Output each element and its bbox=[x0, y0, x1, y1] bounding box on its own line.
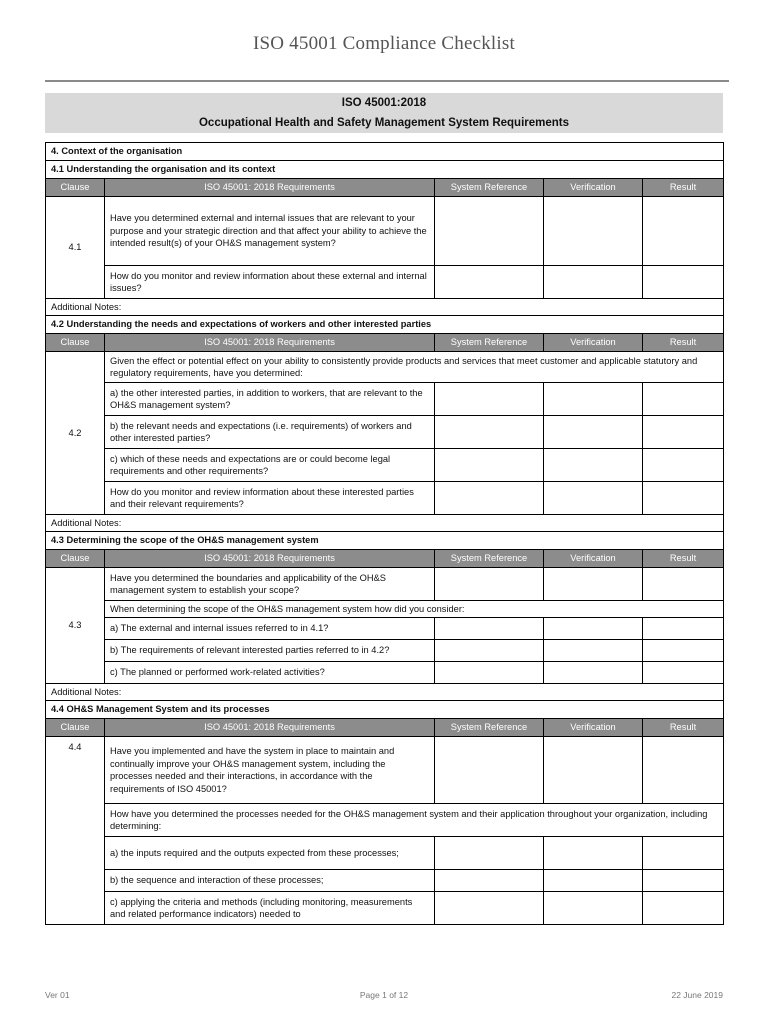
table-row bbox=[46, 662, 724, 684]
verification-cell[interactable] bbox=[544, 662, 643, 684]
table-row bbox=[46, 383, 724, 416]
table-row bbox=[46, 482, 724, 515]
table-row bbox=[46, 892, 724, 925]
col-result: Result bbox=[643, 550, 724, 568]
col-requirements: ISO 45001: 2018 Requirements bbox=[105, 719, 435, 737]
col-system-reference: System Reference bbox=[435, 719, 544, 737]
column-header-row bbox=[46, 334, 724, 352]
requirement-text: c) The planned or performed work-related activities? bbox=[105, 662, 435, 684]
requirement-text: c) which of these needs and expectations are or could become legal requirements and other requirements? bbox=[105, 449, 435, 482]
banner-subtitle: Occupational Health and Safety Management System Requirements bbox=[198, 117, 570, 129]
result-cell[interactable] bbox=[643, 870, 724, 892]
col-system-reference: System Reference bbox=[435, 179, 544, 197]
result-cell[interactable] bbox=[643, 383, 724, 416]
section-heading-4-2: 4.2 Understanding the needs and expectations of workers and other interested parties bbox=[46, 316, 724, 334]
table-row bbox=[46, 870, 724, 892]
requirement-intro: Given the effect or potential effect on your ability to consistently provide products and services that meet customer and applicable statutory and regulatory requirements, have you determined: bbox=[105, 352, 724, 383]
verification-cell[interactable] bbox=[544, 449, 643, 482]
checklist-table bbox=[45, 142, 724, 925]
requirement-intro: When determining the scope of the OH&S management system how did you consider: bbox=[105, 601, 724, 618]
clause-number: 4.4 bbox=[46, 737, 105, 925]
col-requirements: ISO 45001: 2018 Requirements bbox=[105, 179, 435, 197]
result-cell[interactable] bbox=[643, 197, 724, 266]
col-result: Result bbox=[643, 179, 724, 197]
result-cell[interactable] bbox=[643, 568, 724, 601]
section-heading: 4. Context of the organisation bbox=[46, 143, 724, 161]
system-reference-cell[interactable] bbox=[435, 837, 544, 870]
result-cell[interactable] bbox=[643, 892, 724, 925]
requirement-text: b) the sequence and interaction of these processes; bbox=[105, 870, 435, 892]
system-reference-cell[interactable] bbox=[435, 737, 544, 804]
requirement-text: How do you monitor and review information about these interested parties and their relevant requirements? bbox=[105, 482, 435, 515]
table-row bbox=[46, 837, 724, 870]
document-title: ISO 45001 Compliance Checklist bbox=[253, 33, 515, 54]
section-heading-4-4: 4.4 OH&S Management System and its processes bbox=[46, 701, 724, 719]
requirement-intro: How have you determined the processes needed for the OH&S management system and their application throughout your organization, including determining: bbox=[105, 804, 724, 837]
result-cell[interactable] bbox=[643, 662, 724, 684]
verification-cell[interactable] bbox=[544, 416, 643, 449]
table-row bbox=[46, 416, 724, 449]
table-row bbox=[46, 266, 724, 299]
verification-cell[interactable] bbox=[544, 482, 643, 515]
table-row bbox=[46, 352, 724, 383]
col-clause: Clause bbox=[46, 719, 105, 737]
result-cell[interactable] bbox=[643, 482, 724, 515]
col-verification: Verification bbox=[544, 550, 643, 568]
system-reference-cell[interactable] bbox=[435, 892, 544, 925]
table-row bbox=[46, 804, 724, 837]
col-clause: Clause bbox=[46, 550, 105, 568]
system-reference-cell[interactable] bbox=[435, 416, 544, 449]
col-requirements: ISO 45001: 2018 Requirements bbox=[105, 550, 435, 568]
verification-cell[interactable] bbox=[544, 197, 643, 266]
system-reference-cell[interactable] bbox=[435, 618, 544, 640]
system-reference-cell[interactable] bbox=[435, 568, 544, 601]
column-header-row bbox=[46, 719, 724, 737]
column-header-row bbox=[46, 179, 724, 197]
system-reference-cell[interactable] bbox=[435, 197, 544, 266]
requirement-text: b) the relevant needs and expectations (i.e. requirements) of workers and other interested parties? bbox=[105, 416, 435, 449]
requirement-text: a) The external and internal issues referred to in 4.1? bbox=[105, 618, 435, 640]
col-result: Result bbox=[643, 719, 724, 737]
additional-notes[interactable]: Additional Notes: bbox=[46, 515, 724, 532]
table-row bbox=[46, 568, 724, 601]
system-reference-cell[interactable] bbox=[435, 266, 544, 299]
verification-cell[interactable] bbox=[544, 837, 643, 870]
verification-cell[interactable] bbox=[544, 618, 643, 640]
col-result: Result bbox=[643, 334, 724, 352]
requirement-text: a) the inputs required and the outputs expected from these processes; bbox=[105, 837, 435, 870]
footer-version: Ver 01 bbox=[45, 990, 70, 1000]
requirement-text: a) the other interested parties, in addition to workers, that are relevant to the OH&S management system? bbox=[105, 383, 435, 416]
title-divider bbox=[45, 80, 729, 82]
table-row bbox=[46, 618, 724, 640]
section-heading-4-1: 4.1 Understanding the organisation and its context bbox=[46, 161, 724, 179]
additional-notes[interactable]: Additional Notes: bbox=[46, 684, 724, 701]
standard-banner bbox=[45, 93, 723, 133]
banner-standard: ISO 45001:2018 bbox=[341, 97, 427, 109]
verification-cell[interactable] bbox=[544, 383, 643, 416]
system-reference-cell[interactable] bbox=[435, 383, 544, 416]
clause-number: 4.3 bbox=[46, 568, 105, 684]
verification-cell[interactable] bbox=[544, 892, 643, 925]
system-reference-cell[interactable] bbox=[435, 640, 544, 662]
col-clause: Clause bbox=[46, 179, 105, 197]
additional-notes[interactable]: Additional Notes: bbox=[46, 299, 724, 316]
table-row bbox=[46, 601, 724, 618]
verification-cell[interactable] bbox=[544, 266, 643, 299]
verification-cell[interactable] bbox=[544, 870, 643, 892]
col-verification: Verification bbox=[544, 179, 643, 197]
system-reference-cell[interactable] bbox=[435, 662, 544, 684]
clause-number: 4.1 bbox=[46, 197, 105, 299]
requirement-text: How do you monitor and review information about these external and internal issues? bbox=[105, 266, 435, 299]
table-row bbox=[46, 449, 724, 482]
result-cell[interactable] bbox=[643, 449, 724, 482]
requirement-text: Have you determined external and internal issues that are relevant to your purpose and your strategic direction and that affect your ability to achieve the intended result(s) of your OH&S management system? bbox=[105, 197, 435, 266]
result-cell[interactable] bbox=[643, 618, 724, 640]
col-verification: Verification bbox=[544, 334, 643, 352]
clause-number: 4.2 bbox=[46, 352, 105, 515]
col-system-reference: System Reference bbox=[435, 334, 544, 352]
table-row bbox=[46, 197, 724, 266]
col-verification: Verification bbox=[544, 719, 643, 737]
column-header-row bbox=[46, 550, 724, 568]
result-cell[interactable] bbox=[643, 416, 724, 449]
col-system-reference: System Reference bbox=[435, 550, 544, 568]
system-reference-cell[interactable] bbox=[435, 449, 544, 482]
verification-cell[interactable] bbox=[544, 568, 643, 601]
requirement-text: Have you determined the boundaries and applicability of the OH&S management system to establish your scope? bbox=[105, 568, 435, 601]
result-cell[interactable] bbox=[643, 266, 724, 299]
requirement-text: b) The requirements of relevant interested parties referred to in 4.2? bbox=[105, 640, 435, 662]
col-requirements: ISO 45001: 2018 Requirements bbox=[105, 334, 435, 352]
system-reference-cell[interactable] bbox=[435, 870, 544, 892]
col-clause: Clause bbox=[46, 334, 105, 352]
section-heading-4-3: 4.3 Determining the scope of the OH&S management system bbox=[46, 532, 724, 550]
table-row bbox=[46, 640, 724, 662]
result-cell[interactable] bbox=[643, 837, 724, 870]
verification-cell[interactable] bbox=[544, 737, 643, 804]
table-row bbox=[46, 737, 724, 804]
result-cell[interactable] bbox=[643, 737, 724, 804]
requirement-text: Have you implemented and have the system in place to maintain and continually improve your OH&S management system, including the processes needed and their interactions, in accordance with the requirements of ISO 45001? bbox=[105, 737, 435, 804]
footer-page-number: Page 1 of 12 bbox=[359, 990, 409, 1000]
verification-cell[interactable] bbox=[544, 640, 643, 662]
system-reference-cell[interactable] bbox=[435, 482, 544, 515]
result-cell[interactable] bbox=[643, 640, 724, 662]
footer-date: 22 June 2019 bbox=[671, 990, 723, 1000]
requirement-text: c) applying the criteria and methods (including monitoring, measurements and related performance indicators) needed to bbox=[105, 892, 435, 925]
